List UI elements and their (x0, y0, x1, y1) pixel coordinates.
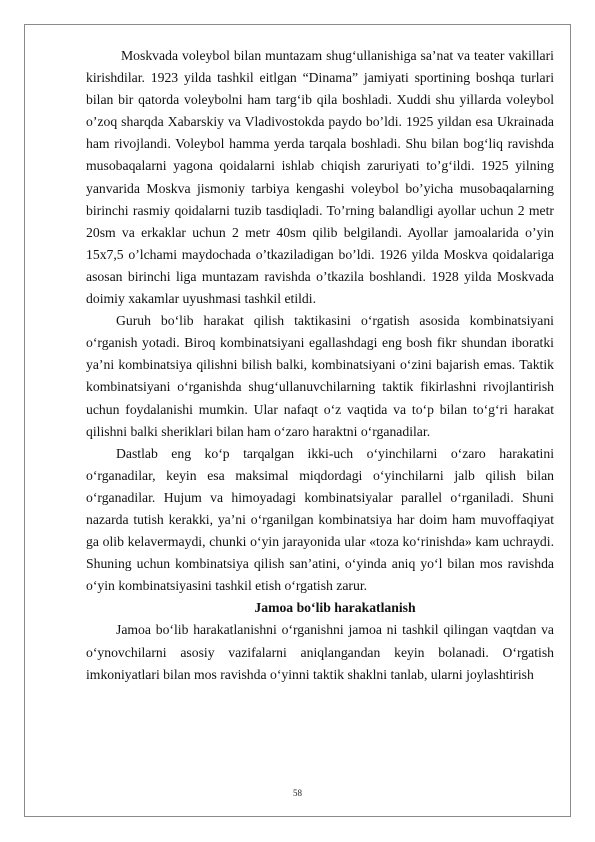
paragraph-team-movement: Jamoa bo‘lib harakatlanishni o‘rganishni jamoa ni tashkil qilingan vaqtdan va o‘ynovchilarni asosiy vazifalarni aniqlangandan keyin bolanadi. O‘rgatish imkoniyatlari bilan mos ravishda o‘yinni taktik shaklni tanlab, ularni joylashtirish (86, 622, 554, 682)
paragraph-group-tactics: Guruh bo‘lib harakat qilish taktikasini o‘rgatish asosida kombinatsiyani o‘rganish yotadi. Biroq kombinatsiyani egallashdagi eng bosh fikr shundan iboratki ya’ni kombinatsiya qilishni bilish balki, kombinatsiyani o‘zini bajarish emas. Taktik kombinatsiyani o‘rganishda shug‘ullanuvchilarning taktik fikirlashni rivojlantirish uchun foydalanishi mumkin. Ular nafaqt o‘z vaqtida va to‘p bilan to‘g‘ri harakat qilishni balki sheriklari bilan ham o‘zaro haraktni o‘rganadilar. (86, 313, 554, 439)
section-heading: Jamoa bo‘lib harakatlanish (254, 600, 416, 616)
document-body (86, 45, 554, 686)
paragraph-combinations: Dastlab eng ko‘p tarqalgan ikki-uch o‘yinchilarni o‘zaro harakatini o‘rganadilar, keyin esa maksimal miqdordagi o‘yinchilarni jalb qilish bilan o‘rganadilar. Hujum va himoyadagi kombinatsiyalar parallel o‘rganiladi. Shuni nazarda tutish kerakki, ya’ni o‘rganilgan kombinatsiya har doim ham muvoffaqiyat ga olib kelavermaydi, chunki o‘yin jarayonida ular «toza ko‘rinishda» kam uchraydi. Shuning uchun kombinatsiya qilish san’atini, o‘yinda aniq yo‘l bilan mos ravishda o‘yin kombinatsiyasini tashkil etish o‘rgatish zarur. (86, 445, 554, 594)
paragraph-volleyball-history: Moskvada voleybol bilan muntazam shug‘ullanishiga sa’nat va teater vakillari kirishdilar. 1923 yilda tashkil eitlgan “Dinama” jamiyati sportining boshqa turlari bilan bir qatorda voleybolni ham targ‘ib qila boshladi. Xuddi shu yillarda voleybol o’zoq sharqda Xabarskiy va Vladivostokda paydo bo’ldi. 1925 yildan esa Ukrainada ham rivojlandi. Voleybol hamma yerda tarqala boshladi. Shu bilan bog‘liq ravishda musobaqalarni yagona qoidalarni ishlab chiqish zaruriyati to’g‘ildi. 1925 yilning yanvarida Moskva jismoniy tarbiya kengashi voleybol bo’yicha musobaqalarning birinchi rasmiy qoidalarni tuzib tasdiqladi. To’rning balandligi ayollar uchun 2 metr 20sm va erkaklar uchun 2 metr 40sm qilib belgilandi. Ayollar jamoalarida o’yin 15x7,5 o’lchami maydochada o’tkaziladigan bo’ldi. 1926 yilda Moskva qoidalariga asosan birinchi liga muntazam ravishda o’tkazila boshlandi. 1928 yilda Moskvada doimiy xakamlar uyushmasi tashkil etildi. (86, 48, 554, 307)
page-number: 58 (293, 788, 302, 798)
